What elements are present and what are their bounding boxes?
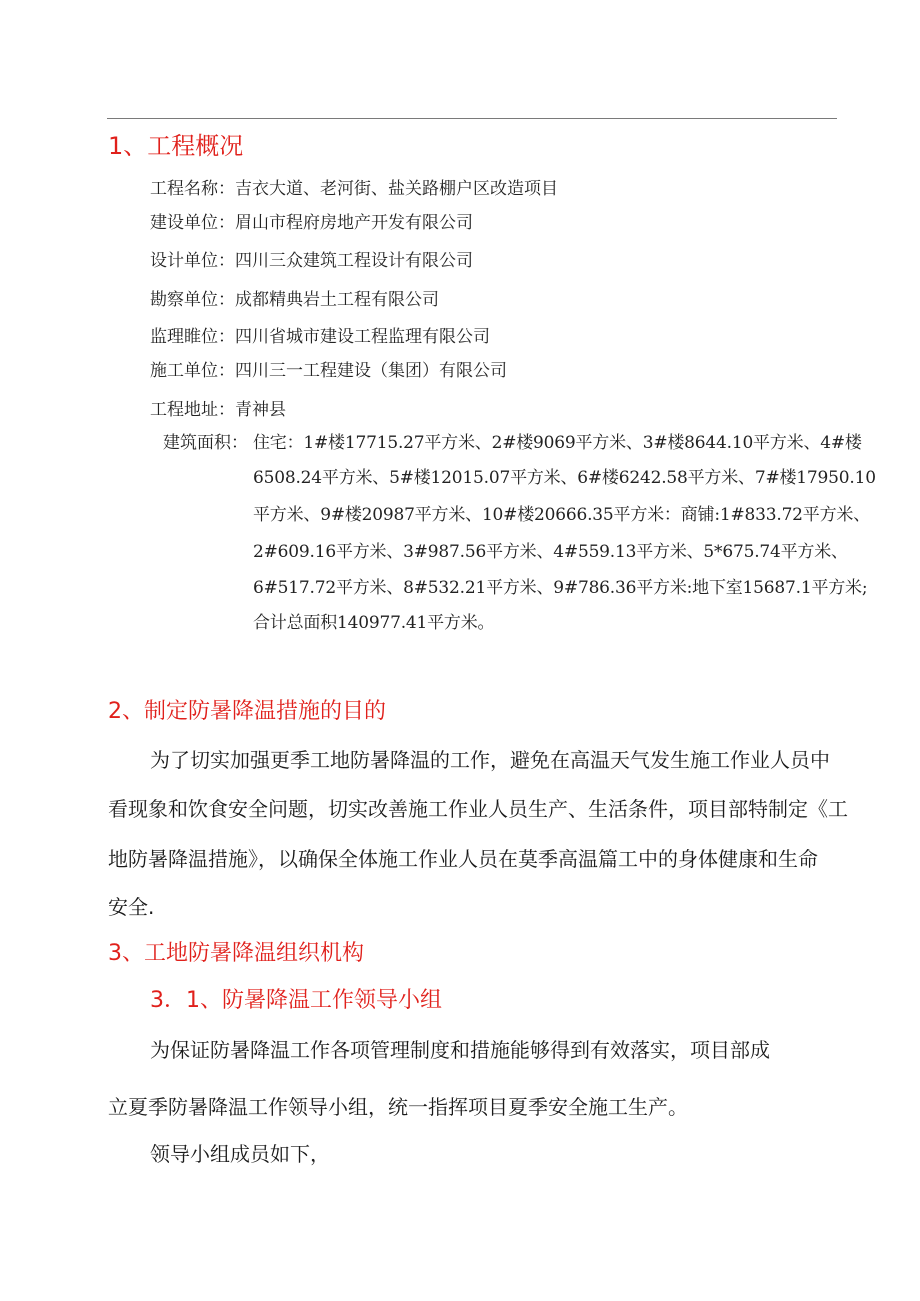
section-1-heading (108, 126, 243, 161)
purpose-line-4: 安全. (108, 895, 155, 919)
section-3-1-number: 3．1、 (150, 988, 222, 1013)
area-line-6: 合计总面积140977.41平方米。 (253, 613, 495, 633)
area-label: 建筑面积： (163, 433, 248, 453)
area-line-5: 6#517.72平方米、8#532.21平方米、9#786.36平方米:地下室15687.1平方米; (253, 578, 868, 598)
area-line-3: 平方米、9#楼20987平方米、10#楼20666.35平方米：商铺:1#833.72平方米、 (253, 505, 871, 525)
header-rule (107, 118, 837, 119)
section-3-title: 工地防暑降温组织机构 (144, 941, 365, 966)
leadership-line-3: 领导小组成员如下， (150, 1142, 330, 1166)
project-name-row: 工程名称：吉衣大道、老河街、盐关路棚户区改造项目 (150, 179, 558, 199)
leadership-line-1: 为保证防暑降温工作各项管理制度和措施能够得到有效落实，项目部成 (150, 1038, 770, 1062)
contractor-row: 施工单位：四川三一工程建设（集团）有限公司 (150, 361, 507, 381)
section-3-1-heading (150, 983, 442, 1014)
area-line-2: 6508.24平方米、5#楼12015.07平方米、6#楼6242.58平方米、7#楼17950.10 (253, 468, 876, 488)
designer-row: 设计单位：四川三众建筑工程设计有限公司 (150, 251, 473, 271)
section-1-number: 1、 (108, 132, 148, 160)
section-2-number: 2、 (108, 699, 144, 724)
area-line-1: 住宅：1#楼17715.27平方米、2#楼9069平方米、3#楼8644.10平方米、4#楼 (253, 433, 862, 453)
owner-row: 建设单位：眉山市程府房地产开发有限公司 (150, 213, 473, 233)
purpose-line-2: 看现象和饮食安全问题，切实改善施工作业人员生产、生活条件，项目部特制定《工 (108, 797, 848, 821)
section-3-number: 3、 (108, 941, 144, 966)
supervisor-row: 监理睢位：四川省城市建设工程监理有限公司 (150, 327, 490, 347)
purpose-line-3: 地防暑降温措施》，以确保全体施工作业人员在莫季高温篇工中的身体健康和生命 (108, 847, 818, 871)
purpose-line-1: 为了切实加强更季工地防暑降温的工作，避免在高温天气发生施工作业人员中 (150, 748, 830, 772)
section-2-title: 制定防暑降温措施的目的 (144, 699, 387, 724)
section-1-title: 工程概况 (147, 132, 244, 160)
leadership-line-2: 立夏季防暑降温工作领导小组，统一指挥项目夏季安全施工生产。 (108, 1095, 688, 1119)
section-3-1-title: 防暑降温工作领导小组 (222, 988, 443, 1013)
address-row: 工程地址：青神县 (150, 400, 286, 420)
section-2-heading (108, 694, 386, 725)
section-3-heading (108, 936, 364, 967)
area-line-4: 2#609.16平方米、3#987.56平方米、4#559.13平方米、5*675.74平方米、 (253, 542, 848, 562)
survey-row: 勘察单位：成都精典岩土工程有限公司 (150, 290, 439, 310)
